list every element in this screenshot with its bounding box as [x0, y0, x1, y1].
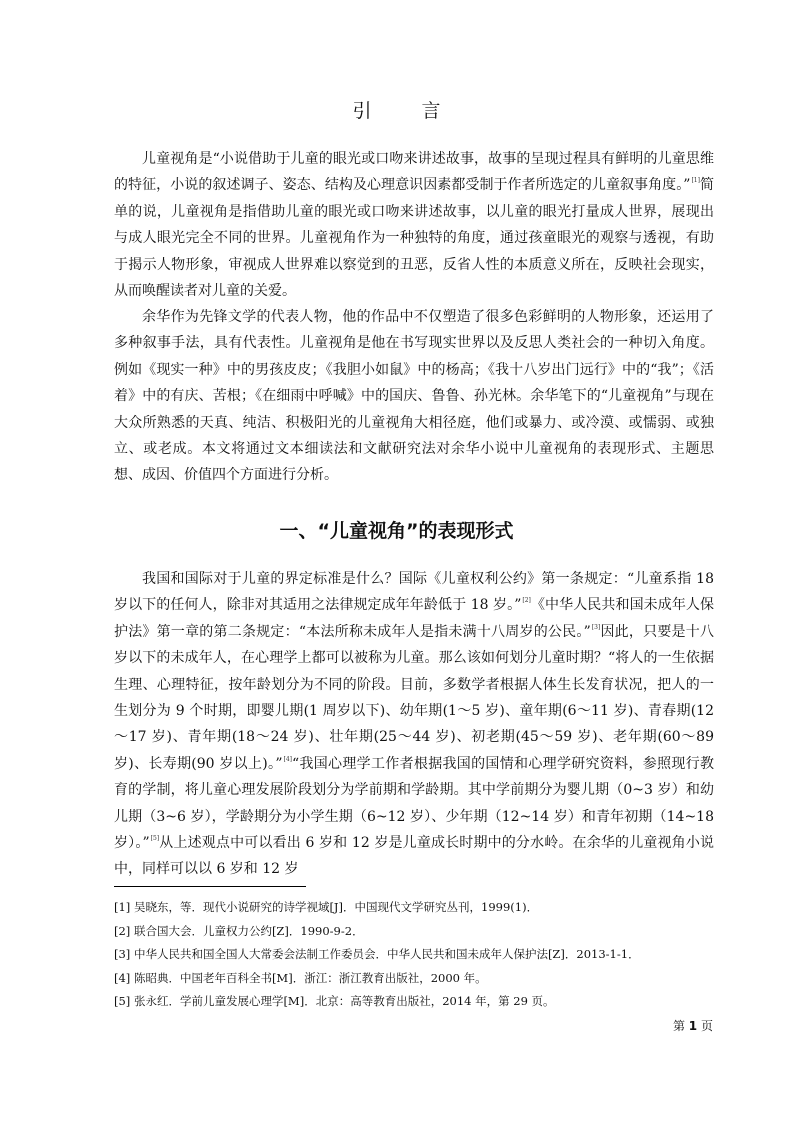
footnote-4: [4] 陈昭典．中国老年百科全书[M]．浙江：浙江教育出版社，2000 年。	[114, 970, 487, 985]
intro-paragraph-2: 余华作为先锋文学的代表人物，他的作品中不仅塑造了很多色彩鲜明的人物形象，还运用了多种叙事手法，具有代表性。儿童视角是他在书写现实世界以及反思人类社会的一种切入角度。例如《现实一种》中的男孩皮皮；《我胆小如鼠》中的杨高；《我十八岁出门远行》中的“我”；《活着》中的有庆、苦根；《在细雨中呼喊》中的国庆、鲁鲁、孙光林。余华笔下的“儿童视角”与现在大众所熟悉的天真、纯洁、积极阳光的儿童视角大相径庭，他们或暴力、或冷漠、或懦弱、或独立、或老成。本文将通过文本细读法和文献研究法对余华小说中儿童视角的表现形式、主题思想、成因、价值四个方面进行分析。	[114, 309, 714, 484]
page-number-prefix: 第	[672, 1019, 685, 1033]
intro-paragraph-1	[114, 146, 714, 304]
section-text-3: 因此，只要是十八岁以下的未成年人，在心理学上都可以被称为儿童。那么该如何划分儿童时期？“将人的一生依据生理、心理特征，按年龄划分为不同的阶段。目前，多数学者根据人体生长发育状况，把人的一生划分为 9 个时期，即婴儿期(1 周岁以下)、幼年期(1～5 岁)、童年期(6～11 岁)、青春期(12～17 岁)、青年期(18～24 岁)、壮年期(25～44 岁)、初老期(45～59 岁)、老年期(60～89 岁)、长寿期(90 岁以上)。”	[114, 623, 714, 772]
section-text-1: 我国和国际对于儿童的界定标准是什么？国际《儿童权利公约》第一条规定：“儿童系指 18 岁以下的任何人，除非对其适用之法律规定成年年龄低于 18 岁。”	[114, 571, 714, 614]
footnote-divider	[114, 886, 306, 887]
footnote-3: [3] 中华人民共和国全国人大常委会法制工作委员会．中华人民共和国未成年人保护法[Z]．2013-1-1．	[114, 947, 640, 961]
section-heading: 一、“儿童视角”的表现形式	[279, 520, 514, 542]
section-text-5: 从上述观点中可以看出 6 岁和 12 岁是儿童成长时期中的分水岭。在余华的儿童视角小说中，同样可以以 6 岁和 12 岁	[114, 835, 714, 878]
citation-ref-3[interactable]: [3]	[591, 623, 601, 631]
citation-ref-4[interactable]: [4]	[283, 755, 292, 763]
intro-p1-text-b: 简单的说，儿童视角是指借助儿童的眼光或口吻来讲述故事，以儿童的眼光打量成人世界，展现出与成人眼光完全不同的世界。儿童视角作为一种独特的角度，通过孩童眼光的观察与透视，有助于揭示人物形象，审视成人世界难以察觉到的丑恶，反省人性的本质意义所在，反映社会现实，从而唤醒读者对儿童的关爱。	[114, 177, 715, 300]
section-text-2: 《中华人民共和国未成年人保护法》第一章的第二条规定：“本法所称未成年人是指未满十八周岁的公民。”	[114, 597, 714, 640]
section-paragraph-1	[114, 566, 714, 883]
page-number-suffix: 页	[700, 1019, 713, 1033]
page-title: 引 言	[352, 100, 463, 122]
footnote-2: [2] 联合国大会．儿童权力公约[Z]．1990-9-2．	[114, 923, 364, 938]
footnote-1: [1] 吴晓东，等．现代小说研究的诗学视域[J]．中国现代文学研究丛刊，1999(1)．	[114, 900, 539, 914]
page-number	[673, 1017, 713, 1034]
section-text-4: “我国心理学工作者根据我国的国情和心理学研究资料，参照现行教育的学制，将儿童心理发展阶段划分为学前期和学龄期。其中学前期分为婴儿期（0~3 岁）和幼儿期（3~6 岁），学龄期分为小学生期（6~12 岁）、少年期（12~14 岁）和青年初期（14~18 岁）。”	[114, 755, 715, 852]
citation-ref-5[interactable]: [5]	[150, 835, 160, 843]
footnote-5: [5] 张永红．学前儿童发展心理学[M]．北京：高等教育出版社，2014 年，第 29 页。	[114, 994, 555, 1008]
footnotes	[114, 896, 714, 1014]
citation-ref-2[interactable]: [2]	[522, 597, 531, 605]
citation-ref-1[interactable]: [1]	[691, 177, 700, 185]
page-number-value: 1	[688, 1019, 698, 1033]
intro-p1-text-a: 儿童视角是“小说借助于儿童的眼光或口吻来讲述故事，故事的呈现过程具有鲜明的儿童思维的特征，小说的叙述调子、姿态、结构及心理意识因素都受制于作者所选定的儿童叙事角度。”	[114, 151, 714, 194]
